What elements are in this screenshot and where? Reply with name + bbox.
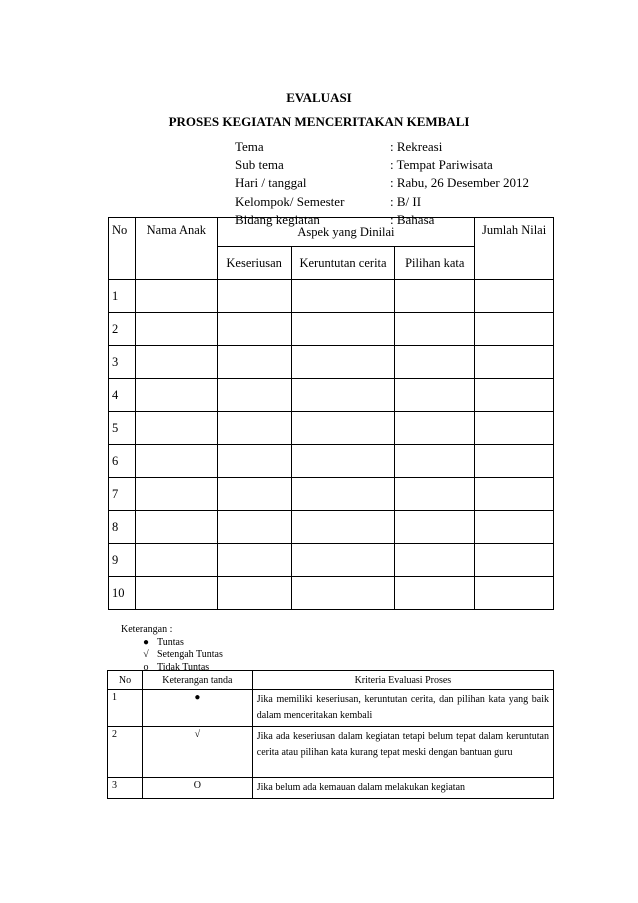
- cell-jumlah: [475, 379, 554, 412]
- criteria-row: [108, 778, 554, 799]
- criteria-row: [108, 727, 554, 778]
- criteria-table: [107, 670, 554, 799]
- cell-keruntutan: [291, 511, 395, 544]
- criteria-no: 3: [108, 778, 143, 799]
- criteria-desc: Jika belum ada kemauan dalam melakukan kegiatan: [252, 778, 553, 799]
- cell-nama: [135, 544, 217, 577]
- cell-jumlah: [475, 280, 554, 313]
- table-row: [109, 280, 554, 313]
- cell-keruntutan: [291, 379, 395, 412]
- meta-block: [235, 138, 529, 229]
- meta-row-tanggal: [235, 174, 529, 192]
- row-number: 10: [109, 577, 136, 610]
- row-number: 2: [109, 313, 136, 346]
- criteria-header-criteria: Kriteria Evaluasi Proses: [252, 671, 553, 690]
- cell-keseriusan: [217, 346, 291, 379]
- cell-jumlah: [475, 544, 554, 577]
- cell-keruntutan: [291, 577, 395, 610]
- criteria-row: [108, 690, 554, 727]
- cell-keseriusan: [217, 379, 291, 412]
- cell-keruntutan: [291, 313, 395, 346]
- table-row: [109, 445, 554, 478]
- row-number: 9: [109, 544, 136, 577]
- criteria-desc: Jika ada keseriusan dalam kegiatan tetapi belum tepat dalam keruntutan cerita atau pilihan kata kurang tepat meski dengan bantuan guru: [252, 727, 553, 778]
- table-row: [109, 346, 554, 379]
- table-row: [109, 313, 554, 346]
- legend-label: Tuntas: [157, 636, 184, 648]
- meta-label: Tema: [235, 139, 264, 154]
- meta-label: Hari / tanggal: [235, 175, 307, 191]
- cell-keruntutan: [291, 544, 395, 577]
- checkmark-icon: √: [143, 649, 149, 660]
- row-number: 3: [109, 346, 136, 379]
- cell-keruntutan: [291, 412, 395, 445]
- criteria-header-sign: Keterangan tanda: [142, 671, 252, 690]
- cell-pilihan-kata: [395, 379, 475, 412]
- cell-pilihan-kata: [395, 577, 475, 610]
- cell-jumlah: [475, 577, 554, 610]
- cell-pilihan-kata: [395, 412, 475, 445]
- cell-nama: [135, 280, 217, 313]
- row-number: 8: [109, 511, 136, 544]
- legend-item-setengah-tuntas: [135, 649, 223, 662]
- document-subtitle: PROSES KEGIATAN MENCERITAKAN KEMBALI: [168, 114, 470, 129]
- cell-pilihan-kata: [395, 511, 475, 544]
- hollow-circle-icon: O: [142, 778, 252, 799]
- cell-keruntutan: [291, 280, 395, 313]
- meta-value: : Bahasa: [390, 211, 435, 227]
- meta-value: : B/ II: [390, 193, 422, 209]
- row-number: 5: [109, 412, 136, 445]
- cell-jumlah: [475, 478, 554, 511]
- meta-value: : Rekreasi: [390, 139, 443, 154]
- meta-value: : Rabu, 26 Desember 2012: [390, 175, 530, 191]
- cell-keseriusan: [217, 511, 291, 544]
- meta-row-subtema: [235, 156, 529, 174]
- cell-jumlah: [475, 511, 554, 544]
- cell-jumlah: [475, 412, 554, 445]
- cell-nama: [135, 445, 217, 478]
- table-row: [109, 544, 554, 577]
- row-number: 6: [109, 445, 136, 478]
- table-row: [109, 379, 554, 412]
- evaluation-table: [108, 217, 554, 610]
- meta-label: Kelompok/ Semester: [235, 193, 345, 209]
- header-keruntutan: Keruntutan cerita: [291, 247, 395, 280]
- cell-jumlah: [475, 313, 554, 346]
- cell-keseriusan: [217, 313, 291, 346]
- row-number: 7: [109, 478, 136, 511]
- row-number: 1: [109, 280, 136, 313]
- cell-keseriusan: [217, 280, 291, 313]
- header-no: No: [109, 218, 136, 280]
- meta-value: : Tempat Pariwisata: [390, 157, 493, 173]
- cell-nama: [135, 346, 217, 379]
- table-row: [109, 478, 554, 511]
- cell-pilihan-kata: [395, 313, 475, 346]
- cell-keseriusan: [217, 577, 291, 610]
- meta-label: Bidang kegiatan: [235, 211, 320, 227]
- criteria-header-no: No: [108, 671, 143, 690]
- cell-nama: [135, 313, 217, 346]
- cell-keseriusan: [217, 412, 291, 445]
- legend-notes: [121, 624, 223, 674]
- criteria-desc: Jika memiliki keseriusan, keruntutan cerita, dan pilihan kata yang baik dalam menceritakan kembali: [252, 690, 553, 727]
- legend-label: Tidak Tuntas: [157, 661, 210, 673]
- cell-pilihan-kata: [395, 478, 475, 511]
- filled-dot-icon: ●: [142, 690, 252, 727]
- header-pilihan-kata: Pilihan kata: [395, 247, 475, 280]
- cell-keruntutan: [291, 346, 395, 379]
- cell-nama: [135, 379, 217, 412]
- table-row: [109, 511, 554, 544]
- legend-label: Setengah Tuntas: [157, 649, 223, 660]
- header-jumlah-nilai: Jumlah Nilai: [475, 218, 554, 280]
- filled-dot-icon: ●: [142, 636, 150, 648]
- document-title: EVALUASI: [286, 90, 352, 105]
- legend-item-tuntas: [135, 637, 223, 650]
- checkmark-icon: √: [142, 727, 252, 778]
- meta-row-kelompok: [235, 193, 529, 211]
- cell-keseriusan: [217, 445, 291, 478]
- table-row: [109, 577, 554, 610]
- hollow-circle-icon: o: [143, 661, 149, 673]
- criteria-no: 2: [108, 727, 143, 778]
- meta-label: Sub tema: [235, 157, 284, 173]
- meta-row-tema: [235, 138, 529, 156]
- cell-jumlah: [475, 346, 554, 379]
- cell-pilihan-kata: [395, 280, 475, 313]
- header-nama-anak: Nama Anak: [135, 218, 217, 280]
- cell-nama: [135, 511, 217, 544]
- cell-pilihan-kata: [395, 346, 475, 379]
- header-aspek: Aspek yang Dinilai: [217, 218, 474, 247]
- criteria-no: 1: [108, 690, 143, 727]
- legend-title: Keterangan :: [121, 624, 173, 635]
- cell-keseriusan: [217, 544, 291, 577]
- cell-nama: [135, 577, 217, 610]
- cell-keseriusan: [217, 478, 291, 511]
- header-keseriusan: Keseriusan: [217, 247, 291, 280]
- cell-jumlah: [475, 445, 554, 478]
- cell-pilihan-kata: [395, 445, 475, 478]
- cell-keruntutan: [291, 445, 395, 478]
- table-row: [109, 412, 554, 445]
- row-number: 4: [109, 379, 136, 412]
- cell-pilihan-kata: [395, 544, 475, 577]
- cell-nama: [135, 412, 217, 445]
- cell-keruntutan: [291, 478, 395, 511]
- cell-nama: [135, 478, 217, 511]
